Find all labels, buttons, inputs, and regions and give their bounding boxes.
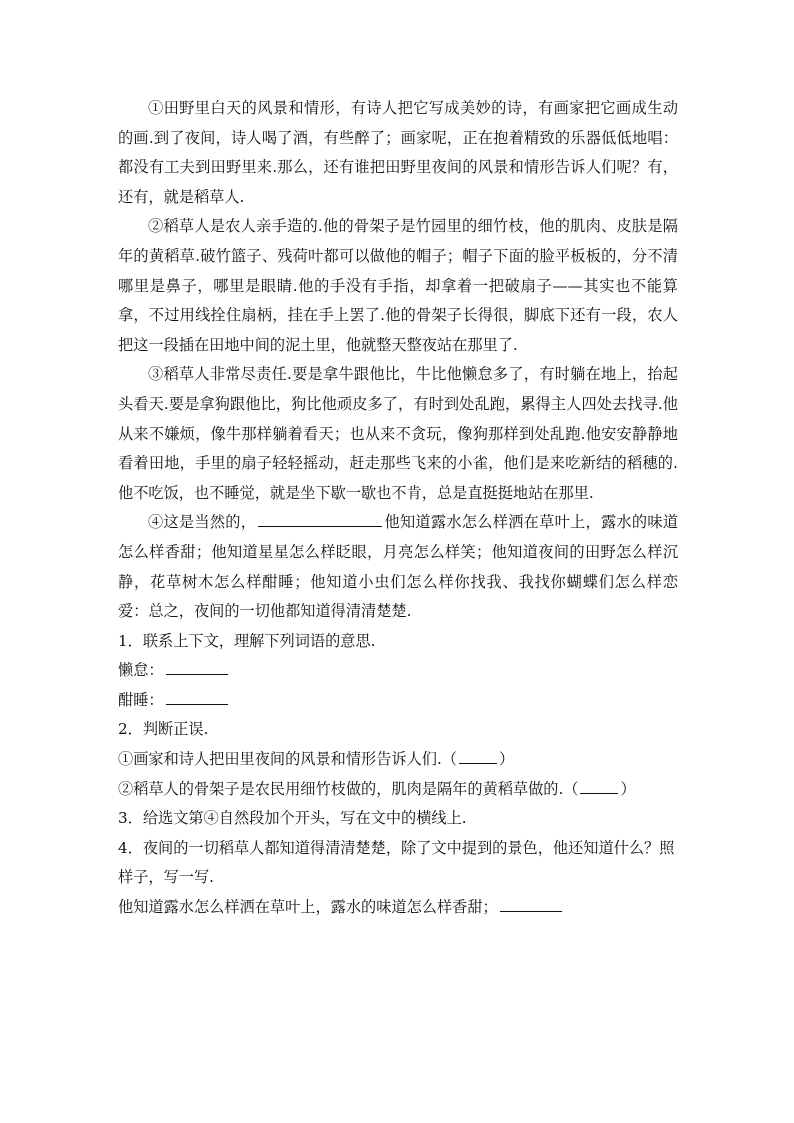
question-1-title: 1．联系上下文，理解下列词语的意思. — [118, 631, 376, 650]
word-sleep-answer-blank[interactable] — [166, 688, 228, 705]
judge-2-answer-blank[interactable] — [580, 777, 618, 794]
paragraph-4-prefix: ④这是当然的， — [148, 513, 257, 532]
judge-1-text: ①画家和诗人把田里夜间的风景和情形告诉人们.（ — [118, 750, 457, 769]
question-2-item-2 — [118, 775, 678, 805]
question-2-item-1 — [118, 745, 678, 775]
judge-2-close-paren: ） — [620, 779, 636, 798]
paragraph-4-text: 他知道露水怎么样洒在草叶上，露水的味道怎么样香甜；他知道星星怎么样眨眼，月亮怎么样笑；他知道夜间的田野怎么样沉静，花草树木怎么样酣睡；他知道小虫们怎么样你找我、我找你蝴蝶们怎么样恋爱：总之，夜间的一切他都知道得清清楚楚. — [118, 513, 679, 621]
word-lazy-answer-blank[interactable] — [166, 658, 228, 675]
judge-1-close-paren: ） — [498, 750, 515, 769]
question-3-title: 3．给选文第④自然段加个开头，写在文中的横线上. — [118, 809, 467, 828]
worksheet-content — [118, 94, 678, 923]
word-lazy-label: 懒怠： — [118, 661, 164, 680]
question-1-item-2 — [118, 686, 678, 716]
question-4-example — [118, 893, 678, 923]
paragraph-4-opening-blank[interactable] — [258, 510, 382, 527]
question-4-example-text: 他知道露水怎么样洒在草叶上，露水的味道怎么样香甜； — [118, 898, 498, 917]
passage-paragraph-4 — [118, 508, 678, 626]
judge-1-answer-blank[interactable] — [459, 747, 497, 764]
judge-2-text: ②稻草人的骨架子是农民用细竹枝做的，肌肉是隔年的黄稻草做的.（ — [118, 779, 579, 798]
passage-paragraph-2: ②稻草人是农人亲手造的.他的骨架子是竹园里的细竹枝，他的肌肉、皮肤是隔年的黄稻草.破竹篮子、残荷叶都可以做他的帽子；帽子下面的脸平板板的，分不清哪里是鼻子，哪里是眼睛.他的手没有手指，却拿着一把破扇子——其实也不能算拿，不过用线拴住扇柄，挂在手上罢了.他的骨架子长得很，脚底下还有一段，农人把这一段插在田地中间的泥土里，他就整天整夜站在那里了. — [118, 217, 678, 354]
question-2-title: 2．判断正误. — [118, 720, 209, 739]
passage-paragraph-3: ③稻草人非常尽责任.要是拿牛跟他比，牛比他懒怠多了，有时躺在地上，抬起头看天.要是拿狗跟他比，狗比他顽皮多了，有时到处乱跑，累得主人四处去找寻.他从来不嫌烦，像牛那样躺着看天；也从来不贪玩，像狗那样到处乱跑.他安安静静地看着田地，手里的扇子轻轻摇动，赶走那些飞来的小雀，他们是来吃新结的稻穗的.他不吃饭，也不睡觉，就是坐下歇一歇也不肯，总是直挺挺地站在那里. — [118, 365, 678, 502]
question-1-item-1 — [118, 656, 678, 686]
question-4-title: 4．夜间的一切稻草人都知道得清清楚楚，除了文中提到的景色，他还知道什么？照样子，写一写. — [118, 838, 675, 887]
question-4-answer-blank[interactable] — [500, 895, 562, 912]
passage-paragraph-1: ①田野里白天的风景和情形，有诗人把它写成美妙的诗，有画家把它画成生动的画.到了夜间，诗人喝了酒，有些醉了；画家呢，正在抱着精致的乐器低低地唱：都没有工夫到田野里来.那么，还有谁把田野里夜间的风景和情形告诉人们呢？有，还有，就是稻草人. — [118, 99, 678, 206]
word-sleep-label: 酣睡： — [118, 690, 164, 709]
